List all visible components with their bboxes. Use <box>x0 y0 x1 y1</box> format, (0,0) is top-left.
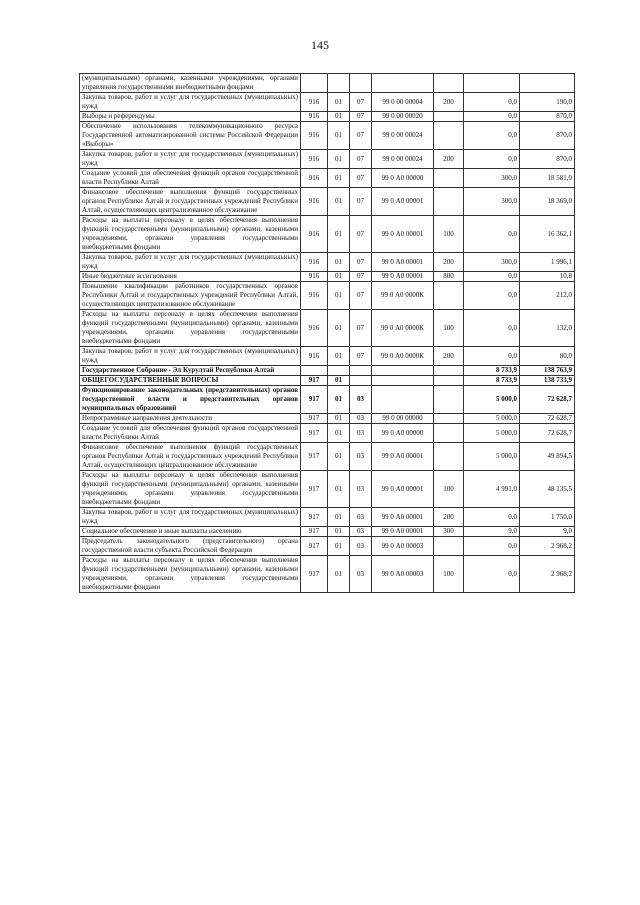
section-code-cell: 01 <box>328 537 350 556</box>
table-row <box>80 537 575 556</box>
target-article-cell: 99 0 А0 0000К <box>372 282 434 310</box>
table-row <box>80 282 575 310</box>
ved-code-cell: 917 <box>301 376 328 386</box>
amount-total-cell: 212,0 <box>520 282 575 310</box>
subsection-code-cell: 03 <box>350 537 372 556</box>
expense-type-cell: 200 <box>434 508 464 527</box>
target-article-cell <box>372 386 434 414</box>
amount-total-cell: 138 763,9 <box>520 366 575 376</box>
amount-change-cell: 5 000,0 <box>464 414 520 424</box>
amount-change-cell: 0,0 <box>464 556 520 593</box>
section-code-cell <box>328 366 350 376</box>
table-row <box>80 471 575 508</box>
item-name-cell: Председатель законодательного (представительного) органа государственной власти субъекта Российской Федерации <box>80 537 301 556</box>
amount-change-cell: 8 733,9 <box>464 366 520 376</box>
item-name-cell: ОБЩЕГОСУДАРСТВЕННЫЕ ВОПРОСЫ <box>80 376 301 386</box>
item-name-cell: Государственное Собрание - Эл Курултай Республики Алтай <box>80 366 301 376</box>
page-number: 145 <box>311 38 329 52</box>
section-code-cell: 01 <box>328 527 350 537</box>
amount-change-cell: 0,0 <box>464 112 520 122</box>
table-row <box>80 122 575 150</box>
table-row <box>80 347 575 366</box>
section-code-cell: 01 <box>328 347 350 366</box>
expense-type-cell <box>434 424 464 443</box>
item-name-cell: Расходы на выплаты персоналу в целях обеспечения выполнения функций государственными (муниципальными) органами, казенными учреждениями, органами управления государственными внебюджетными фондами <box>80 216 301 253</box>
target-article-cell: 99 0 А0 00000 <box>372 424 434 443</box>
subsection-code-cell <box>350 366 372 376</box>
subsection-code-cell: 07 <box>350 216 372 253</box>
expense-type-cell: 300 <box>434 527 464 537</box>
amount-total-cell: 190,0 <box>520 93 575 112</box>
ved-code-cell: 917 <box>301 386 328 414</box>
table-row <box>80 93 575 112</box>
target-article-cell: 99 0 А0 00003 <box>372 556 434 593</box>
amount-change-cell: 0,0 <box>464 282 520 310</box>
amount-change-cell: 0,0 <box>464 537 520 556</box>
item-name-cell: Закупка товаров, работ и услуг для государственных (муниципальных) нужд <box>80 347 301 366</box>
table-row <box>80 527 575 537</box>
subsection-code-cell: 03 <box>350 527 372 537</box>
section-code-cell: 01 <box>328 556 350 593</box>
target-article-cell: 99 0 А0 00001 <box>372 188 434 216</box>
item-name-cell: Выборы и референдумы <box>80 112 301 122</box>
amount-total-cell: 138 733,9 <box>520 376 575 386</box>
amount-change-cell: 0,0 <box>464 122 520 150</box>
table-row <box>80 376 575 386</box>
item-name-cell: Непрограммные направления деятельности <box>80 414 301 424</box>
section-code-cell: 01 <box>328 112 350 122</box>
ved-code-cell: 916 <box>301 253 328 272</box>
section-code-cell: 01 <box>328 376 350 386</box>
section-code-cell: 01 <box>328 282 350 310</box>
item-name-cell: Закупка товаров, работ и услуг для государственных (муниципальных) нужд <box>80 93 301 112</box>
budget-table-body <box>80 74 575 593</box>
expense-type-cell: 100 <box>434 556 464 593</box>
ved-code-cell: 917 <box>301 443 328 471</box>
amount-change-cell: 0,0 <box>464 508 520 527</box>
amount-total-cell: 18 369,0 <box>520 188 575 216</box>
expense-type-cell: 200 <box>434 253 464 272</box>
expense-type-cell <box>434 282 464 310</box>
section-code-cell: 01 <box>328 188 350 216</box>
amount-change-cell: 0,0 <box>464 272 520 282</box>
target-article-cell: 99 0 00 00024 <box>372 150 434 169</box>
table-row <box>80 443 575 471</box>
subsection-code-cell: 07 <box>350 272 372 282</box>
expense-type-cell <box>434 443 464 471</box>
ved-code-cell: 917 <box>301 556 328 593</box>
expense-type-cell <box>434 366 464 376</box>
ved-code-cell: 916 <box>301 282 328 310</box>
amount-total-cell: 2 968,2 <box>520 556 575 593</box>
amount-change-cell: 0,0 <box>464 347 520 366</box>
target-article-cell: 99 0 А0 0000К <box>372 310 434 347</box>
amount-change-cell: 5 000,0 <box>464 443 520 471</box>
item-name-cell: Финансовое обеспечение выполнения функций государственных органов Республики Алтай и государственных учреждений Республики Алтай, осуществляющих централизованное обслуживание <box>80 188 301 216</box>
expense-type-cell <box>434 122 464 150</box>
table-row <box>80 272 575 282</box>
budget-table <box>79 73 575 593</box>
item-name-cell: Создание условий для обеспечения функций органов государственной власти Республики Алтай <box>80 424 301 443</box>
subsection-code-cell: 03 <box>350 556 372 593</box>
subsection-code-cell: 07 <box>350 112 372 122</box>
item-name-cell: (муниципальными) органами, казенными учреждениями, органами управления государственными внебюджетными фондами <box>80 74 301 93</box>
amount-total-cell: 2 968,2 <box>520 537 575 556</box>
table-row <box>80 150 575 169</box>
target-article-cell <box>372 376 434 386</box>
section-code-cell: 01 <box>328 253 350 272</box>
table-row <box>80 216 575 253</box>
amount-total-cell: 1 996,1 <box>520 253 575 272</box>
item-name-cell: Расходы на выплаты персоналу в целях обеспечения выполнения функций государственными (муниципальными) органами, казенными учреждениями, органами управления государственными внебюджетными фондами <box>80 556 301 593</box>
amount-total-cell: 1 750,0 <box>520 508 575 527</box>
target-article-cell: 99 0 А0 00000 <box>372 169 434 188</box>
table-row <box>80 556 575 593</box>
expense-type-cell: 800 <box>434 272 464 282</box>
ved-code-cell: 916 <box>301 150 328 169</box>
subsection-code-cell: 03 <box>350 424 372 443</box>
amount-change-cell: 300,0 <box>464 188 520 216</box>
amount-change-cell: 5 000,0 <box>464 386 520 414</box>
subsection-code-cell <box>350 376 372 386</box>
subsection-code-cell: 07 <box>350 253 372 272</box>
amount-total-cell: 870,0 <box>520 150 575 169</box>
amount-total-cell: 9,0 <box>520 527 575 537</box>
table-row <box>80 310 575 347</box>
amount-change-cell: 300,0 <box>464 169 520 188</box>
amount-change-cell: 0,0 <box>464 93 520 112</box>
expense-type-cell <box>434 537 464 556</box>
amount-total-cell <box>520 74 575 93</box>
ved-code-cell: 916 <box>301 112 328 122</box>
expense-type-cell <box>434 414 464 424</box>
expense-type-cell <box>434 376 464 386</box>
ved-code-cell: 916 <box>301 93 328 112</box>
amount-total-cell: 72 628,7 <box>520 386 575 414</box>
subsection-code-cell: 03 <box>350 414 372 424</box>
expense-type-cell <box>434 74 464 93</box>
amount-change-cell: 300,0 <box>464 253 520 272</box>
item-name-cell: Функционирование законодательных (представительных) органов государственной власти и представительных органов муниципальных образований <box>80 386 301 414</box>
target-article-cell: 99 0 00 00024 <box>372 122 434 150</box>
target-article-cell: 99 0 А0 00001 <box>372 272 434 282</box>
subsection-code-cell: 07 <box>350 93 372 112</box>
table-row <box>80 169 575 188</box>
target-article-cell: 99 0 00 00004 <box>372 93 434 112</box>
item-name-cell: Создание условий для обеспечения функций органов государственной власти Республики Алтай <box>80 169 301 188</box>
ved-code-cell: 917 <box>301 527 328 537</box>
subsection-code-cell <box>350 74 372 93</box>
ved-code-cell: 916 <box>301 169 328 188</box>
expense-type-cell <box>434 112 464 122</box>
target-article-cell <box>372 74 434 93</box>
amount-total-cell: 49 894,5 <box>520 443 575 471</box>
expense-type-cell: 100 <box>434 310 464 347</box>
amount-change-cell: 0,0 <box>464 150 520 169</box>
expense-type-cell: 200 <box>434 347 464 366</box>
subsection-code-cell: 03 <box>350 471 372 508</box>
table-row <box>80 112 575 122</box>
expense-type-cell <box>434 188 464 216</box>
item-name-cell: Финансовое обеспечение выполнения функций государственных органов Республики Алтай и государственных учреждений Республики Алтай, осуществляющих централизованное обслуживание <box>80 443 301 471</box>
ved-code-cell: 917 <box>301 414 328 424</box>
table-row <box>80 414 575 424</box>
expense-type-cell <box>434 169 464 188</box>
expense-type-cell: 100 <box>434 216 464 253</box>
section-code-cell: 01 <box>328 122 350 150</box>
subsection-code-cell: 07 <box>350 122 372 150</box>
ved-code-cell: 917 <box>301 537 328 556</box>
ved-code-cell: 916 <box>301 272 328 282</box>
table-row <box>80 424 575 443</box>
expense-type-cell: 200 <box>434 93 464 112</box>
item-name-cell: Расходы на выплаты персоналу в целях обеспечения выполнения функций государственными (муниципальными) органами, казенными учреждениями, органами управления государственными внебюджетными фондами <box>80 310 301 347</box>
amount-total-cell: 48 135,5 <box>520 471 575 508</box>
section-code-cell: 01 <box>328 150 350 169</box>
section-code-cell: 01 <box>328 508 350 527</box>
target-article-cell: 99 0 А0 00001 <box>372 527 434 537</box>
target-article-cell: 99 0 А0 00001 <box>372 443 434 471</box>
amount-change-cell: 9,0 <box>464 527 520 537</box>
subsection-code-cell: 03 <box>350 508 372 527</box>
section-code-cell: 01 <box>328 471 350 508</box>
subsection-code-cell: 03 <box>350 386 372 414</box>
amount-total-cell: 72 628,7 <box>520 424 575 443</box>
subsection-code-cell: 07 <box>350 310 372 347</box>
amount-total-cell: 870,0 <box>520 112 575 122</box>
section-code-cell: 01 <box>328 443 350 471</box>
section-code-cell: 01 <box>328 93 350 112</box>
target-article-cell: 99 0 00 00000 <box>372 414 434 424</box>
expense-type-cell: 200 <box>434 150 464 169</box>
section-code-cell: 01 <box>328 169 350 188</box>
subsection-code-cell: 07 <box>350 188 372 216</box>
amount-total-cell: 132,0 <box>520 310 575 347</box>
ved-code-cell: 917 <box>301 471 328 508</box>
section-code-cell: 01 <box>328 272 350 282</box>
item-name-cell: Иные бюджетные ассигнования <box>80 272 301 282</box>
subsection-code-cell: 07 <box>350 282 372 310</box>
expense-type-cell <box>434 386 464 414</box>
ved-code-cell: 916 <box>301 122 328 150</box>
item-name-cell: Закупка товаров, работ и услуг для государственных (муниципальных) нужд <box>80 508 301 527</box>
target-article-cell: 99 0 А0 00001 <box>372 471 434 508</box>
amount-change-cell: 0,0 <box>464 310 520 347</box>
expense-type-cell: 100 <box>434 471 464 508</box>
item-name-cell: Повышение квалификации работников государственных органов Республики Алтай и государственных учреждений Республики Алтай, осуществляющих централизованное обслуживание <box>80 282 301 310</box>
amount-change-cell: 0,0 <box>464 216 520 253</box>
table-row <box>80 253 575 272</box>
ved-code-cell <box>301 366 328 376</box>
item-name-cell: Закупка товаров, работ и услуг для государственных (муниципальных) нужд <box>80 253 301 272</box>
ved-code-cell: 917 <box>301 424 328 443</box>
section-code-cell: 01 <box>328 310 350 347</box>
amount-change-cell <box>464 74 520 93</box>
table-row <box>80 366 575 376</box>
ved-code-cell <box>301 74 328 93</box>
amount-change-cell: 5 000,0 <box>464 424 520 443</box>
amount-change-cell: 4 991,0 <box>464 471 520 508</box>
ved-code-cell: 916 <box>301 188 328 216</box>
table-row <box>80 508 575 527</box>
ved-code-cell: 916 <box>301 310 328 347</box>
subsection-code-cell: 07 <box>350 150 372 169</box>
target-article-cell: 99 0 А0 00001 <box>372 216 434 253</box>
section-code-cell <box>328 74 350 93</box>
section-code-cell: 01 <box>328 386 350 414</box>
subsection-code-cell: 07 <box>350 347 372 366</box>
item-name-cell: Социальное обеспечение и иные выплаты населению <box>80 527 301 537</box>
target-article-cell <box>372 366 434 376</box>
amount-total-cell: 10,8 <box>520 272 575 282</box>
amount-total-cell: 16 362,1 <box>520 216 575 253</box>
amount-total-cell: 72 628,7 <box>520 414 575 424</box>
target-article-cell: 99 0 А0 00003 <box>372 537 434 556</box>
target-article-cell: 99 0 А0 0000К <box>372 347 434 366</box>
amount-total-cell: 80,0 <box>520 347 575 366</box>
ved-code-cell: 917 <box>301 508 328 527</box>
amount-change-cell: 8 733,9 <box>464 376 520 386</box>
subsection-code-cell: 03 <box>350 443 372 471</box>
ved-code-cell: 916 <box>301 216 328 253</box>
item-name-cell: Расходы на выплаты персоналу в целях обеспечения выполнения функций государственными (муниципальными) органами, казенными учреждениями, органами управления государственными внебюджетными фондами <box>80 471 301 508</box>
target-article-cell: 99 0 00 00020 <box>372 112 434 122</box>
ved-code-cell: 916 <box>301 347 328 366</box>
amount-total-cell: 18 581,0 <box>520 169 575 188</box>
amount-total-cell: 870,0 <box>520 122 575 150</box>
target-article-cell: 99 0 А0 00001 <box>372 508 434 527</box>
subsection-code-cell: 07 <box>350 169 372 188</box>
item-name-cell: Обеспечение использования телекоммуникационного ресурса Государственной автоматизированной системы Российской Федерации «Выборы» <box>80 122 301 150</box>
target-article-cell: 99 0 А0 00001 <box>372 253 434 272</box>
table-row <box>80 188 575 216</box>
section-code-cell: 01 <box>328 216 350 253</box>
table-row <box>80 74 575 93</box>
item-name-cell: Закупка товаров, работ и услуг для государственных (муниципальных) нужд <box>80 150 301 169</box>
section-code-cell: 01 <box>328 424 350 443</box>
table-row <box>80 386 575 414</box>
section-code-cell: 01 <box>328 414 350 424</box>
